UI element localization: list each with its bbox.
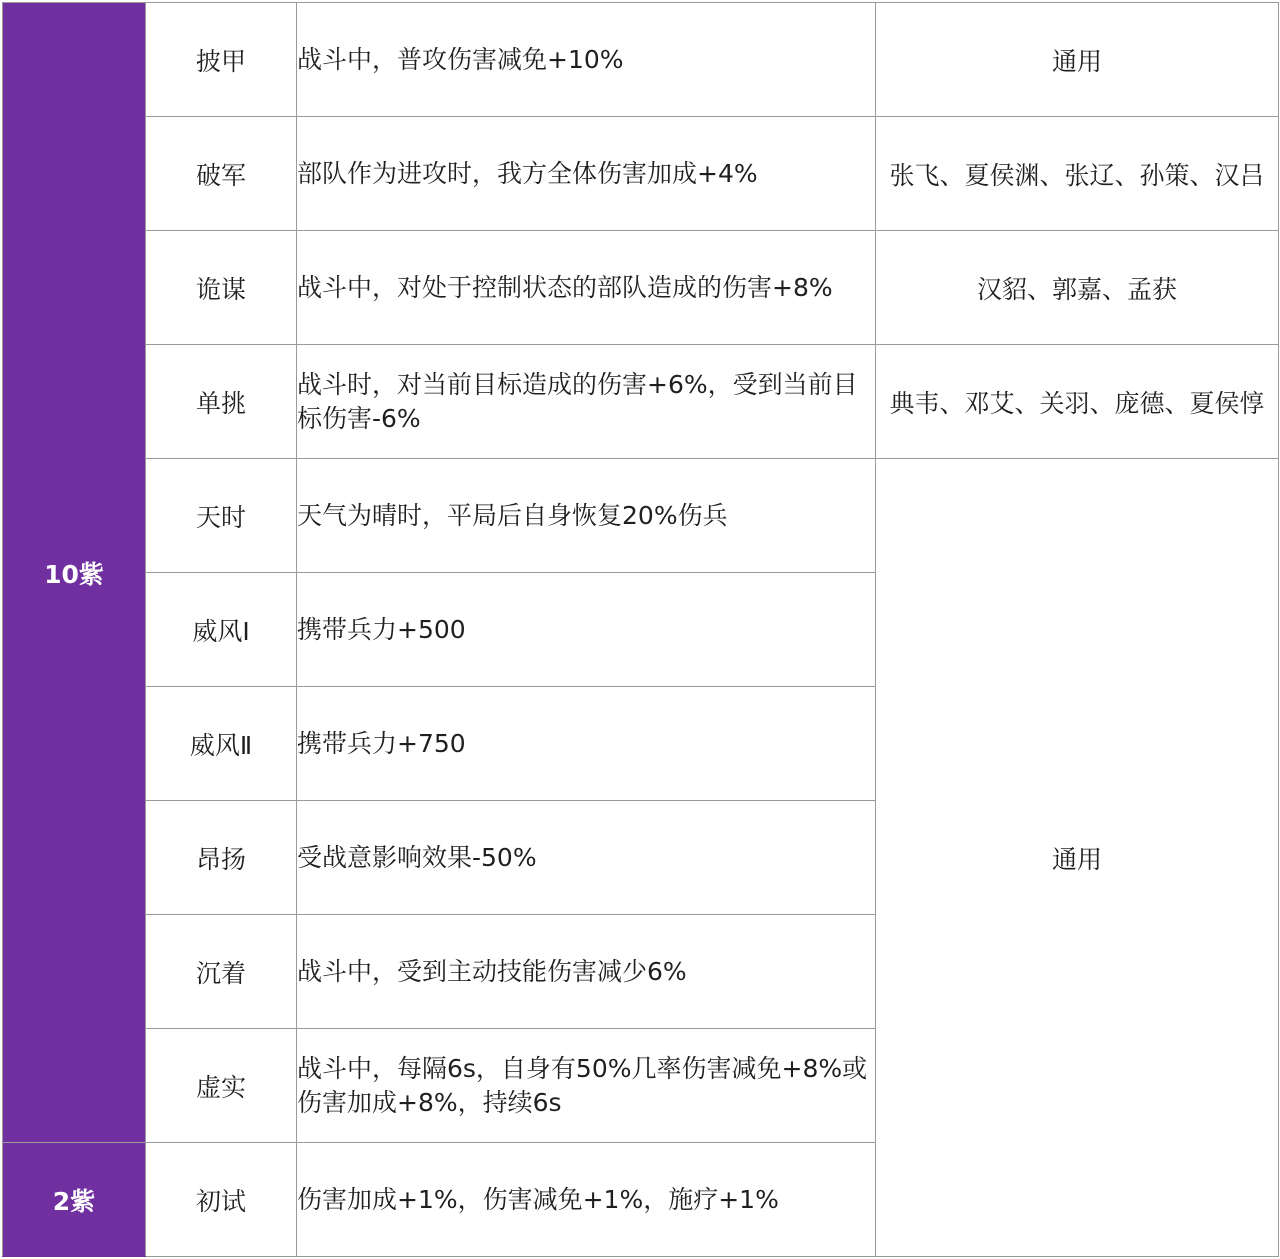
trait-scope: 通用 (876, 459, 1279, 1257)
trait-scope: 通用 (876, 3, 1279, 117)
trait-name: 天时 (146, 459, 297, 573)
table-row (3, 459, 1279, 573)
trait-name: 初试 (146, 1143, 297, 1257)
trait-name: 虚实 (146, 1029, 297, 1143)
trait-scope: 汉貂、郭嘉、孟获 (876, 231, 1279, 345)
trait-name: 沉着 (146, 915, 297, 1029)
trait-description: 受战意影响效果-50% (297, 801, 876, 915)
trait-name: 昂扬 (146, 801, 297, 915)
trait-description: 天气为晴时，平局后自身恢复20%伤兵 (297, 459, 876, 573)
trait-description: 携带兵力+500 (297, 573, 876, 687)
tier-label: 10紫 (3, 3, 146, 1143)
trait-description: 战斗中，普攻伤害减免+10% (297, 3, 876, 117)
tier-label: 2紫 (3, 1143, 146, 1257)
trait-name: 披甲 (146, 3, 297, 117)
trait-description: 携带兵力+750 (297, 687, 876, 801)
trait-description: 部队作为进攻时，我方全体伤害加成+4% (297, 117, 876, 231)
table-row (3, 231, 1279, 345)
trait-description: 战斗中，受到主动技能伤害减少6% (297, 915, 876, 1029)
table-row (3, 117, 1279, 231)
trait-description: 战斗中，每隔6s，自身有50%几率伤害减免+8%或伤害加成+8%，持续6s (297, 1029, 876, 1143)
trait-scope: 张飞、夏侯渊、张辽、孙策、汉吕 (876, 117, 1279, 231)
table-row (3, 3, 1279, 117)
trait-name: 破军 (146, 117, 297, 231)
table-row (3, 345, 1279, 459)
trait-scope: 典韦、邓艾、关羽、庞德、夏侯惇 (876, 345, 1279, 459)
trait-description: 伤害加成+1%，伤害减免+1%，施疗+1% (297, 1143, 876, 1257)
trait-name: 诡谋 (146, 231, 297, 345)
trait-table (2, 2, 1279, 1257)
trait-description: 战斗中，对处于控制状态的部队造成的伤害+8% (297, 231, 876, 345)
trait-name: 威风Ⅱ (146, 687, 297, 801)
trait-name: 单挑 (146, 345, 297, 459)
trait-name: 威风Ⅰ (146, 573, 297, 687)
trait-description: 战斗时，对当前目标造成的伤害+6%，受到当前目标伤害-6% (297, 345, 876, 459)
